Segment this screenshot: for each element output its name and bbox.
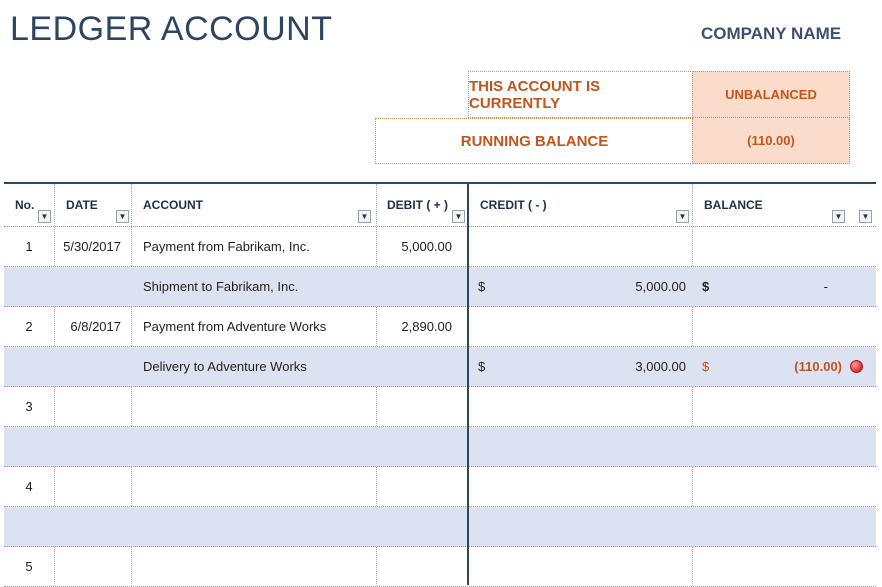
cell-no[interactable]: 3 [25,399,33,414]
company-name[interactable]: COMPANY NAME [701,24,842,43]
col-header-credit: CREDIT ( - ) ▼ [470,184,692,226]
cell-balance-currency [692,227,712,266]
cell-balance[interactable] [712,227,846,266]
col-header-date: DATE ▼ [54,184,131,226]
table-row [4,267,876,307]
account-status-value[interactable]: UNBALANCED [692,71,850,118]
cell-debit[interactable] [376,467,468,506]
cell-balance[interactable] [692,507,876,546]
cell-balance[interactable] [692,467,876,506]
cell-balance[interactable] [692,387,876,426]
filter-no-button[interactable]: ▼ [38,210,51,223]
cell-debit[interactable] [376,347,468,386]
cell-no[interactable] [4,347,54,386]
cell-credit[interactable]: 3,000.00 [635,359,686,374]
cell-balance-currency: $ [702,359,710,374]
cell-account[interactable] [131,427,376,466]
cell-balance[interactable] [712,307,846,346]
cell-date[interactable] [54,347,131,386]
cell-no[interactable]: 5 [25,559,33,574]
cell-credit[interactable] [470,427,692,466]
table-row [4,347,876,387]
cell-credit[interactable] [470,507,692,546]
cell-date[interactable] [54,427,131,466]
cell-date[interactable]: 6/8/2017 [70,319,121,334]
cell-credit[interactable] [470,387,692,426]
table-row [4,547,876,587]
cell-date[interactable] [54,547,131,586]
cell-credit[interactable] [490,307,692,346]
cell-credit-currency: $ [478,279,486,294]
filter-credit-button[interactable]: ▼ [676,210,689,223]
cell-credit[interactable] [470,547,692,586]
cell-date[interactable] [54,507,131,546]
col-header-balance: BALANCE ▼ ▼ [692,184,876,226]
cell-account[interactable]: Shipment to Fabrikam, Inc. [143,279,299,294]
col-header-no: No. ▼ [4,184,54,226]
cell-debit[interactable] [376,267,468,306]
table-row [4,227,876,267]
cell-credit[interactable] [470,467,692,506]
cell-date[interactable]: 5/30/2017 [63,239,121,254]
table-row [4,307,876,347]
cell-no[interactable] [4,427,54,466]
filter-date-button[interactable]: ▼ [116,210,129,223]
cell-account[interactable]: Payment from Adventure Works [143,319,327,334]
cell-no[interactable] [4,507,54,546]
table-row [4,427,876,467]
cell-debit[interactable] [376,547,468,586]
page-title: LEDGER ACCOUNT [10,10,333,48]
cell-balance-currency: $ [702,279,710,294]
cell-date[interactable] [54,267,131,306]
cell-no[interactable]: 1 [25,239,33,254]
cell-credit-currency [470,307,490,346]
cell-debit[interactable] [376,507,468,546]
cell-credit[interactable]: 5,000.00 [635,279,686,294]
cell-account[interactable] [131,467,376,506]
table-row [4,507,876,547]
col-header-debit: DEBIT ( + ) ▼ [376,184,468,226]
col-header-account: ACCOUNT ▼ [131,184,376,226]
table-header [4,184,876,227]
cell-debit[interactable]: 2,890.00 [401,319,452,334]
cell-balance[interactable]: (110.00) [794,359,842,374]
cell-account[interactable] [131,547,376,586]
cell-account[interactable] [131,507,376,546]
account-status-label: THIS ACCOUNT IS CURRENTLY [468,71,693,118]
cell-debit[interactable]: 5,000.00 [401,239,452,254]
cell-no[interactable]: 2 [25,319,33,334]
cell-account[interactable]: Payment from Fabrikam, Inc. [143,239,310,254]
cell-date[interactable] [54,467,131,506]
cell-balance[interactable]: - [823,279,828,294]
status-indicator-icon [850,360,863,373]
cell-no[interactable]: 4 [25,479,33,494]
cell-balance[interactable] [692,427,876,466]
table-row [4,467,876,507]
filter-extra-button[interactable]: ▼ [859,210,872,223]
cell-credit[interactable] [490,227,692,266]
debit-credit-divider [467,182,469,585]
cell-debit[interactable] [376,427,468,466]
ledger-table [4,182,876,587]
table-row [4,387,876,427]
cell-no[interactable] [4,267,54,306]
cell-credit-currency [470,227,490,266]
cell-account[interactable]: Delivery to Adventure Works [143,359,307,374]
running-balance-value[interactable]: (110.00) [692,118,850,164]
filter-balance-button[interactable]: ▼ [832,210,845,223]
cell-balance-currency [692,307,712,346]
filter-debit-button[interactable]: ▼ [452,210,465,223]
cell-balance[interactable] [692,547,876,586]
cell-date[interactable] [54,387,131,426]
cell-account[interactable] [131,387,376,426]
cell-debit[interactable] [376,387,468,426]
filter-account-button[interactable]: ▼ [358,210,371,223]
running-balance-label: RUNNING BALANCE [375,118,693,164]
cell-credit-currency: $ [478,359,486,374]
